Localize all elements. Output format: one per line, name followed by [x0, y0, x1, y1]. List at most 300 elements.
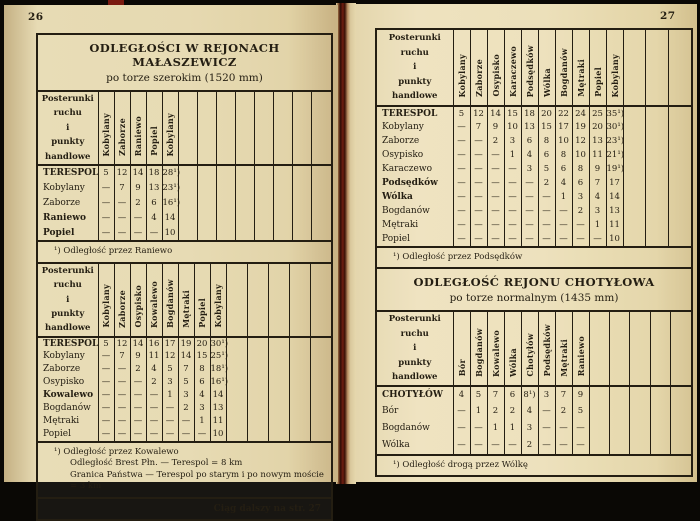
- empty-cell: [630, 420, 650, 437]
- station-column-header: [555, 312, 572, 385]
- distance-cell: 12: [162, 350, 178, 363]
- empty-cell: [247, 389, 268, 402]
- distance-cell: 2: [538, 176, 555, 190]
- station-column-header: [606, 30, 623, 106]
- distance-cell: 12: [114, 337, 130, 350]
- empty-cell: [646, 148, 669, 162]
- header-row: [377, 312, 691, 385]
- distance-cell: —: [487, 162, 504, 176]
- distance-cell: 2: [146, 376, 162, 389]
- distance-cell: 17: [555, 120, 572, 134]
- empty-column-header: [289, 264, 310, 337]
- distance-cell: 8: [572, 162, 589, 176]
- empty-cell: [671, 420, 691, 437]
- corner-header-line: i: [413, 62, 417, 73]
- station-row: [38, 165, 331, 180]
- distance-cell: 24: [572, 106, 589, 120]
- station-row-label: Osypisko: [43, 377, 85, 388]
- distance-cell: —: [114, 363, 130, 376]
- corner-header-line: Posterunki ruchu: [41, 94, 94, 119]
- header-row: [38, 92, 331, 165]
- distance-cell: 30¹): [606, 122, 625, 132]
- station-column-header: [114, 264, 130, 337]
- distance-cell: 25: [589, 106, 606, 120]
- distance-cell: 14: [130, 337, 146, 350]
- distance-cell: —: [487, 204, 504, 218]
- distance-cell: 12: [572, 134, 589, 148]
- distance-cell: —: [470, 148, 487, 162]
- distance-cell: 7: [470, 120, 487, 134]
- empty-cell: [289, 363, 310, 376]
- distance-cell: —: [98, 180, 114, 195]
- empty-cell: [216, 165, 235, 180]
- distance-cell: 13: [521, 120, 538, 134]
- empty-cell: [268, 350, 289, 363]
- distance-cell: 3: [572, 190, 589, 204]
- chotylow-title: ODLEGŁOŚĆ REJONU CHOTYŁOWA: [413, 275, 655, 290]
- box-title: ODLEGŁOŚCI W REJONACH MAŁASZEWICZ: [89, 41, 280, 69]
- distance-cell: —: [162, 402, 178, 415]
- empty-cell: [646, 162, 669, 176]
- empty-cell: [268, 415, 289, 428]
- distance-cell: —: [538, 218, 555, 232]
- station-column-header: [98, 92, 114, 165]
- empty-column-header: [178, 92, 197, 165]
- broad-gauge-table-1: [38, 92, 331, 240]
- empty-cell: [247, 376, 268, 389]
- station-row: [38, 389, 331, 402]
- distance-cell: 7: [487, 386, 504, 403]
- empty-cell: [289, 402, 310, 415]
- distance-cell: 30¹): [210, 338, 229, 349]
- station-row-label: TERESPOL: [43, 168, 98, 179]
- station-row: [377, 218, 691, 232]
- distance-cell: —: [589, 232, 606, 246]
- station-row: [377, 437, 691, 454]
- empty-cell: [646, 134, 669, 148]
- station-column-label: Zaborze: [473, 59, 484, 97]
- footnote-raniewo: [38, 240, 331, 263]
- station-row-label: Bór: [382, 406, 399, 417]
- chotylow-subtitle: po torze normalnym (1435 mm): [449, 292, 619, 305]
- station-row-label: Karaczewo: [382, 164, 432, 174]
- empty-column-header: [274, 92, 293, 165]
- station-row-label: CHOTYŁÓW: [382, 389, 443, 400]
- station-row: [377, 120, 691, 134]
- header-row: [38, 264, 331, 337]
- empty-cell: [178, 210, 197, 225]
- empty-cell: [609, 420, 629, 437]
- distance-cell: 4: [146, 210, 162, 225]
- corner-header-lines: [38, 92, 98, 164]
- empty-cell: [247, 337, 268, 350]
- station-column-header: [162, 264, 178, 337]
- empty-cell: [255, 180, 274, 195]
- empty-cell: [235, 225, 254, 240]
- distance-cell: —: [114, 402, 130, 415]
- distance-cell: —: [453, 176, 470, 190]
- distance-cell: 1: [487, 420, 504, 437]
- chotylow-distance-table: [377, 312, 691, 453]
- station-column-label: Raniewo: [133, 115, 143, 157]
- empty-cell: [650, 403, 670, 420]
- distance-cell: 11: [606, 218, 623, 232]
- distance-cell: 9: [130, 180, 146, 195]
- empty-cell: [668, 148, 691, 162]
- station-row-label: Zaborze: [382, 136, 420, 146]
- distance-cell: 8: [538, 134, 555, 148]
- footnote-line: ¹) Odległość drogą przez Wólkę: [393, 459, 528, 470]
- distance-cell: 3: [589, 204, 606, 218]
- empty-cell: [310, 415, 331, 428]
- corner-header-lines: [377, 31, 453, 103]
- table-header: [38, 264, 331, 337]
- empty-column-header: [646, 30, 669, 106]
- distance-cell: 7: [589, 176, 606, 190]
- station-column-label: Wólka: [541, 68, 552, 97]
- empty-cell: [312, 225, 331, 240]
- empty-cell: [650, 386, 670, 403]
- station-column-label: Popiel: [592, 67, 603, 97]
- distance-cell: —: [114, 195, 130, 210]
- empty-cell: [668, 162, 691, 176]
- distance-cell: —: [146, 415, 162, 428]
- footnote-kowalewo: [38, 441, 331, 497]
- empty-column-header: [312, 92, 331, 165]
- distance-cell: —: [555, 437, 572, 454]
- empty-cell: [623, 190, 646, 204]
- distance-cell: 14: [130, 165, 146, 180]
- distance-cell: 14: [178, 350, 194, 363]
- empty-cell: [274, 180, 293, 195]
- distance-cell: —: [470, 218, 487, 232]
- empty-cell: [293, 210, 312, 225]
- distance-cell: —: [453, 420, 470, 437]
- distance-cell: 3: [521, 420, 538, 437]
- station-column-header: [538, 30, 555, 106]
- station-row-label: Podsędków: [382, 178, 438, 188]
- station-row-label: Kobylany: [43, 182, 85, 193]
- distance-cell: —: [572, 232, 589, 246]
- empty-cell: [226, 350, 247, 363]
- table-body: [38, 165, 331, 240]
- distance-cell: —: [538, 403, 555, 420]
- distance-cell: —: [470, 437, 487, 454]
- empty-cell: [216, 180, 235, 195]
- station-column-header: [162, 92, 178, 165]
- footnote-line: ¹) Odległość przez Kowalewo: [54, 446, 179, 457]
- empty-cell: [646, 176, 669, 190]
- distance-cell: 12: [470, 106, 487, 120]
- distance-cell: 13: [606, 204, 623, 218]
- distance-cell: —: [538, 232, 555, 246]
- empty-cell: [646, 218, 669, 232]
- empty-cell: [197, 210, 216, 225]
- distance-cell: —: [470, 420, 487, 437]
- station-row: [38, 350, 331, 363]
- station-row: [38, 363, 331, 376]
- station-column-header: [504, 30, 521, 106]
- distance-cell: —: [146, 402, 162, 415]
- empty-cell: [671, 437, 691, 454]
- empty-cell: [668, 232, 691, 246]
- table-body: [377, 106, 691, 246]
- distance-cell: 10: [210, 428, 226, 441]
- distance-cell: —: [555, 204, 572, 218]
- empty-cell: [247, 428, 268, 441]
- distance-cell: —: [487, 437, 504, 454]
- empty-cell: [623, 120, 646, 134]
- empty-cell: [289, 376, 310, 389]
- footnote-line: ¹) Odległość przez Raniewo: [54, 246, 173, 257]
- empty-cell: [216, 195, 235, 210]
- empty-cell: [589, 386, 609, 403]
- table-body: [377, 386, 691, 454]
- station-column-header: [487, 30, 504, 106]
- station-row-label: Popiel: [43, 429, 71, 440]
- distance-cell: 21¹): [606, 150, 625, 160]
- station-column-label: Mętraki: [575, 59, 586, 97]
- station-column-label: Bogdanów: [473, 327, 484, 377]
- station-row-label: Bogdanów: [382, 423, 430, 434]
- distance-cell: —: [504, 190, 521, 204]
- station-row: [377, 190, 691, 204]
- distance-cell: —: [98, 210, 114, 225]
- empty-cell: [310, 428, 331, 441]
- corner-header-line: punkty handlowe: [392, 357, 438, 383]
- distance-cell: 2: [487, 403, 504, 420]
- empty-cell: [312, 210, 331, 225]
- station-row: [377, 162, 691, 176]
- distance-cell: 5: [470, 386, 487, 403]
- terespol-distance-table: [377, 30, 691, 246]
- empty-cell: [623, 134, 646, 148]
- station-row-label: Raniewo: [43, 212, 86, 223]
- distance-cell: —: [114, 376, 130, 389]
- distance-cell: 8: [194, 363, 210, 376]
- station-column-header: [98, 264, 114, 337]
- station-column-header: [146, 264, 162, 337]
- distance-cell: —: [114, 225, 130, 240]
- empty-cell: [216, 210, 235, 225]
- empty-cell: [216, 225, 235, 240]
- distance-cell: —: [504, 162, 521, 176]
- distance-cell: —: [470, 162, 487, 176]
- station-row: [377, 106, 691, 120]
- empty-cell: [247, 415, 268, 428]
- empty-cell: [274, 165, 293, 180]
- distance-cell: 12: [114, 165, 130, 180]
- corner-header-line: Posterunki ruchu: [41, 265, 94, 291]
- empty-cell: [226, 376, 247, 389]
- distance-cell: 10: [606, 232, 623, 246]
- distance-cell: 10: [572, 148, 589, 162]
- distance-cell: 6: [521, 134, 538, 148]
- distance-cell: —: [521, 176, 538, 190]
- box-subtitle: po torze szerokim (1520 mm): [106, 72, 263, 84]
- empty-column-header: [589, 312, 609, 385]
- station-column-label: Raniewo: [575, 336, 586, 377]
- distance-cell: 16¹): [210, 377, 229, 388]
- distance-cell: 1: [504, 420, 521, 437]
- empty-cell: [289, 350, 310, 363]
- empty-cell: [293, 225, 312, 240]
- table-header: [377, 30, 691, 106]
- station-column-label: Bogdanów: [558, 48, 569, 97]
- station-column-header: [453, 312, 470, 385]
- distance-cell: —: [453, 232, 470, 246]
- distance-cell: 2: [555, 403, 572, 420]
- corner-header-line: punkty handlowe: [45, 137, 91, 162]
- empty-cell: [197, 195, 216, 210]
- empty-cell: [178, 180, 197, 195]
- footnote-podsedkow: [377, 246, 691, 269]
- distance-cell: 1: [470, 403, 487, 420]
- station-column-header: [504, 312, 521, 385]
- distance-cell: —: [130, 428, 146, 441]
- station-row: [38, 225, 331, 240]
- distance-cell: —: [453, 120, 470, 134]
- distance-cell: —: [98, 363, 114, 376]
- distance-cell: —: [130, 210, 146, 225]
- station-column-label: Kobylany: [101, 284, 111, 328]
- empty-cell: [623, 162, 646, 176]
- distance-cell: 25¹): [210, 351, 229, 362]
- empty-column-header: [650, 312, 670, 385]
- empty-cell: [274, 195, 293, 210]
- station-row-label: TERESPOL: [43, 338, 98, 349]
- distance-cell: 7: [114, 350, 130, 363]
- distance-cell: 4: [521, 148, 538, 162]
- empty-cell: [289, 337, 310, 350]
- distance-cell: 4: [194, 389, 210, 402]
- empty-cell: [226, 389, 247, 402]
- empty-cell: [310, 389, 331, 402]
- station-row: [38, 428, 331, 441]
- distance-cell: 7: [178, 363, 194, 376]
- distance-cell: 14: [210, 389, 226, 402]
- distance-cell: —: [555, 420, 572, 437]
- empty-column-header: [226, 264, 247, 337]
- broad-gauge-table-2: [38, 264, 331, 441]
- distance-cell: 19: [178, 337, 194, 350]
- station-column-label: Kobylany: [165, 112, 175, 157]
- empty-cell: [589, 403, 609, 420]
- empty-cell: [650, 420, 670, 437]
- empty-cell: [630, 386, 650, 403]
- corner-header-line: Posterunki ruchu: [388, 33, 441, 58]
- station-row: [38, 402, 331, 415]
- empty-cell: [255, 195, 274, 210]
- station-row: [377, 403, 691, 420]
- distance-cell: 2: [130, 195, 146, 210]
- footnote-wolka: [377, 454, 691, 475]
- distance-cell: —: [572, 420, 589, 437]
- distance-cell: 3: [504, 134, 521, 148]
- empty-cell: [609, 437, 629, 454]
- empty-cell: [293, 165, 312, 180]
- empty-cell: [630, 403, 650, 420]
- distance-cell: 6: [504, 386, 521, 403]
- distance-cell: 20: [589, 120, 606, 134]
- empty-column-header: [609, 312, 629, 385]
- station-row: [38, 210, 331, 225]
- station-row-label: Kobylany: [43, 351, 85, 362]
- distance-cell: —: [453, 134, 470, 148]
- empty-cell: [623, 148, 646, 162]
- distance-cell: 22: [555, 106, 572, 120]
- distance-cell: —: [521, 232, 538, 246]
- distance-cell: 5: [162, 363, 178, 376]
- empty-cell: [310, 337, 331, 350]
- empty-cell: [197, 180, 216, 195]
- distance-cell: 4: [555, 176, 572, 190]
- station-column-header: [555, 30, 572, 106]
- distance-cell: —: [453, 437, 470, 454]
- station-column-label: Kobylany: [609, 53, 620, 97]
- empty-cell: [289, 389, 310, 402]
- distance-cell: —: [98, 415, 114, 428]
- station-row-label: Bogdanów: [382, 206, 430, 216]
- distance-cell: —: [504, 176, 521, 190]
- distance-cell: —: [538, 190, 555, 204]
- empty-cell: [268, 337, 289, 350]
- empty-column-header: [247, 264, 268, 337]
- distance-cell: 14: [487, 106, 504, 120]
- station-column-header: [114, 92, 130, 165]
- station-column-header: [130, 92, 146, 165]
- distance-cell: —: [521, 218, 538, 232]
- distance-cell: 18: [146, 165, 162, 180]
- distance-cell: —: [470, 204, 487, 218]
- empty-cell: [310, 363, 331, 376]
- empty-cell: [293, 180, 312, 195]
- station-row-label: Popiel: [43, 227, 75, 238]
- distance-cell: —: [487, 176, 504, 190]
- empty-cell: [247, 402, 268, 415]
- empty-cell: [668, 218, 691, 232]
- empty-cell: [268, 402, 289, 415]
- distance-cell: 8¹): [521, 386, 538, 403]
- distance-cell: —: [453, 403, 470, 420]
- station-column-header: [572, 312, 589, 385]
- distance-cell: —: [504, 204, 521, 218]
- empty-cell: [668, 204, 691, 218]
- distance-cell: 13: [146, 180, 162, 195]
- empty-cell: [623, 176, 646, 190]
- station-row-label: Wólka: [382, 440, 410, 451]
- station-row-label: Mętraki: [382, 220, 419, 230]
- corner-header-line: punkty handlowe: [392, 76, 438, 102]
- distance-cell: —: [98, 402, 114, 415]
- empty-cell: [247, 350, 268, 363]
- distance-cell: —: [470, 134, 487, 148]
- empty-cell: [268, 428, 289, 441]
- empty-cell: [623, 204, 646, 218]
- distance-cell: 1: [589, 218, 606, 232]
- distance-cell: —: [98, 376, 114, 389]
- station-row: [377, 148, 691, 162]
- distance-cell: 11: [589, 148, 606, 162]
- distance-cell: 6: [555, 162, 572, 176]
- station-row-label: Popiel: [382, 234, 410, 244]
- station-row: [38, 180, 331, 195]
- distance-cell: 16: [146, 337, 162, 350]
- empty-column-header: [235, 92, 254, 165]
- distance-cell: —: [453, 162, 470, 176]
- empty-cell: [197, 225, 216, 240]
- distance-cell: 19: [572, 120, 589, 134]
